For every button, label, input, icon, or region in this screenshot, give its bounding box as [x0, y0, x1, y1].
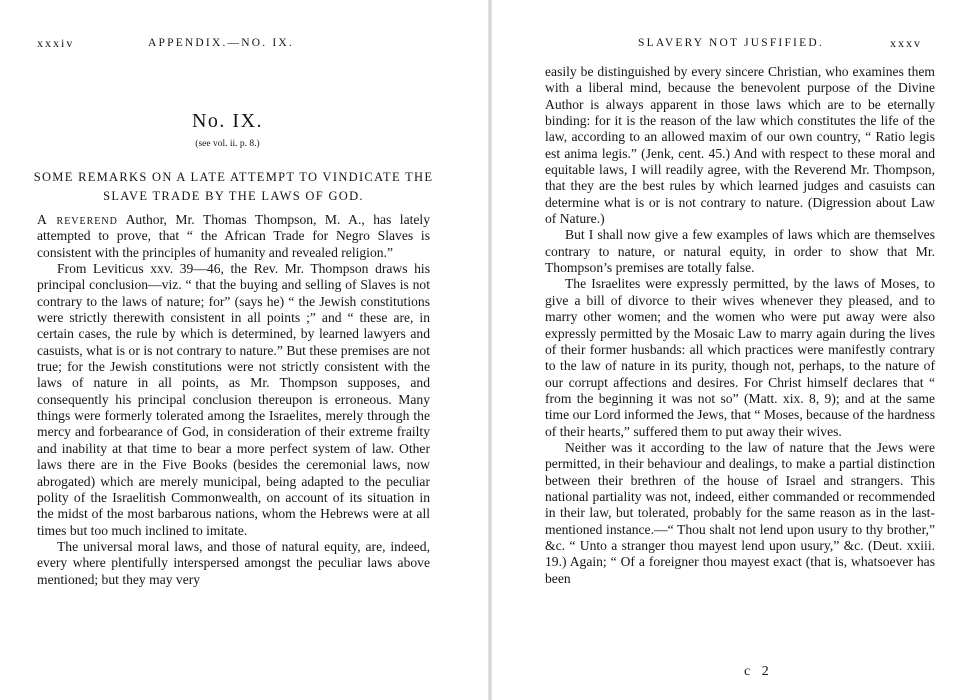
- left-running-head: APPENDIX.—NO. IX.: [148, 37, 295, 49]
- paragraph: Neither was it according to the law of nature that the Jews were permitted, in their behaviour and dealings, to make a partial distinction between their brethren of the house of Israel and strangers. This national partiality was not, indeed, either commanded or recommended in their law, but tolerated, probably for the same reason as in the last-mentioned instance.—“ Thou shalt not lend upon usury to thy brother,” &c. “ Unto a stranger thou mayest lend upon usury,” &c. (Deut. xxiii. 19.) Again; “ Of a foreigner thou mayest exact (that is, whatsoever has been: [545, 439, 935, 586]
- left-body-text: [37, 212, 430, 588]
- right-page-number: xxxv: [890, 36, 922, 50]
- paragraph: The universal moral laws, and those of natural equity, are, indeed, every where plentifully interspersed amongst the peculiar laws above mentioned; but they may very: [37, 538, 430, 587]
- paragraph: easily be distinguished by every sincere Christian, who examines them with a liberal mind, because the benevolent purpose of the Divine Author is always apparent in those laws which are to be eternally binding: for it is the reason of the law which constitutes the life of the law, according to an allowed maxim of our own country, “ Ratio legis est anima legis.” (Jenk, cent. 45.) And with respect to these moral and equitable laws, I will readily agree, with the Reverend Mr. Thompson, that they are the best rules by which learned judges and casuists can determine what is or is not contrary to nature. (Digression about Law of Nature.): [545, 64, 935, 227]
- right-running-head: SLAVERY NOT JUSFIFIED.: [638, 37, 824, 49]
- right-body-text: [545, 64, 935, 587]
- section-heading: SOME REMARKS ON A LATE ATTEMPT TO VINDICATE THE SLAVE TRADE BY THE LAWS OF GOD.: [33, 170, 434, 203]
- paragraph: The Israelites were expressly permitted, by the laws of Moses, to give a bill of divorce to their wives whenever they pleased, and to marry other women; and the women who were put away were also expressly permitted by the Mosaic Law to marry again during the lives of their former husbands: all which practices were manifestly contrary to the law of nature in its purity, though not, perhaps, to the nature of our corrupt affections and desires. For Christ himself declares that “ from the beginning it was not so” (Matt. xix. 8, 9); and at the same time our Lord informed the Jews, that “ Moses, because of the hardness of their hearts,” suffered them to put away their wives.: [545, 276, 935, 439]
- paragraph: But I shall now give a few examples of laws which are themselves contrary to nature, or natural equity, in order to show that Mr. Thompson’s premises are totally false.: [545, 227, 935, 276]
- paragraph: From Leviticus xxv. 39—46, the Rev. Mr. Thompson draws his principal conclusion—viz. “ that the buying and selling of Slaves is not contrary to the laws of nature; for” (says he) “ the Jewish constitutions were strictly therewith consistent in all points ;” and “ these are, in certain cases, the rule by which is determined, by learned lawyers and casuists, what is or is not contrary to nature.” But these premises are not true; for the Jewish constitutions were not strictly consistent with the laws of nature in all points, as Mr. Thompson supposes, and consequently his principal conclusion thereupon is erroneous. Many things were formerly tolerated among the Israelites, merely through the mercy and forbearance of God, in consideration of their extreme frailty and inability at that time to bear a more perfect system of law. Other laws there are in the Five Books (besides the ceremonial laws, now abrogated) which are merely municipal, being adapted to the peculiar polity of the Israelitish Commonwealth, on account of its situation in the midst of the most barbarous nations, whom the Hebrews were at all times but too much inclined to imitate.: [37, 261, 430, 538]
- paragraph: [37, 212, 430, 261]
- paragraph-text: Author, Mr. Thomas Thompson, M. A., has lately attempted to prove, that “ the African Trade for Negro Slaves is consistent with the principles of humanity and revealed religion.”: [37, 212, 430, 260]
- left-page-number: xxxiv: [37, 36, 75, 50]
- volume-reference: (see vol. ii. p. 8.): [195, 139, 260, 149]
- lead-words: A reverend: [37, 212, 118, 227]
- right-page: [490, 0, 980, 700]
- signature-mark: c 2: [744, 664, 773, 679]
- appendix-title: No. IX.: [191, 110, 264, 132]
